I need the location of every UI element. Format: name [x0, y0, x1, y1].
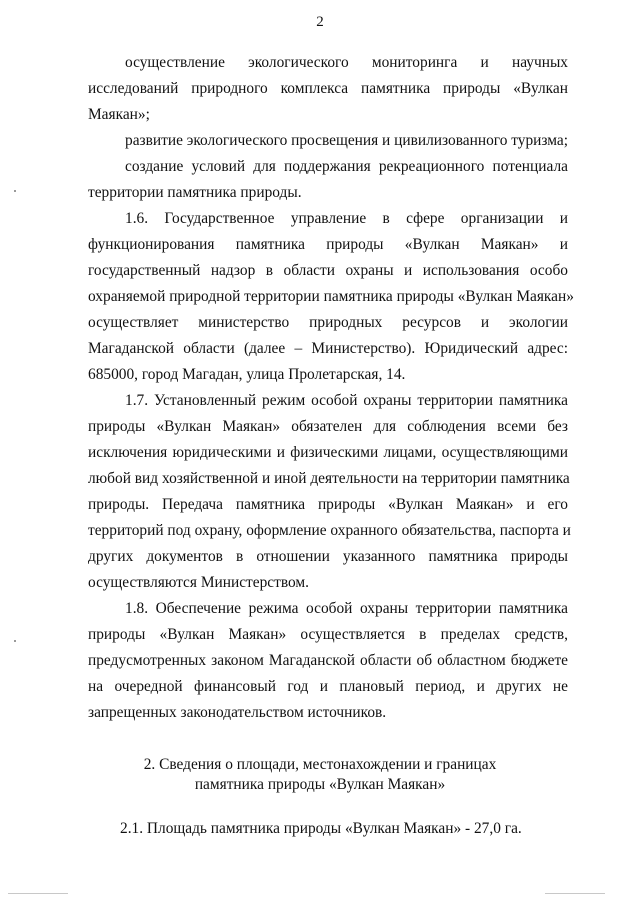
paragraph-line: запрещенных законодательством источников. — [88, 704, 387, 721]
paragraph-line: предусмотренных законом Магаданской области об областном бюджете — [88, 652, 568, 669]
paragraph-line: создание условий для поддержания рекреационного потенциала — [125, 158, 568, 175]
paragraph-line: исследований природного комплекса памятника природы «Вулкан — [88, 80, 568, 97]
paragraph-line: 1.8. Обеспечение режима особой охраны территории памятника — [125, 600, 568, 617]
section-heading: 2. Сведения о площади, местонахождении и границах — [143, 756, 497, 773]
section-heading: памятника природы «Вулкан Маякан» — [194, 776, 446, 793]
paragraph-line: других документов в отношении указанного памятника природы — [88, 548, 568, 565]
paragraph-line: природы «Вулкан Маякан» обязателен для соблюдения всеми без — [88, 418, 568, 435]
paragraph-line: государственный надзор в области охраны и использования особо — [88, 262, 568, 279]
paragraph-line: 1.6. Государственное управление в сфере организации и — [125, 210, 568, 227]
paragraph-line: Маякан»; — [88, 106, 150, 123]
paragraph-line: 1.7. Установленный режим особой охраны территории памятника — [125, 392, 568, 409]
scan-speck — [8, 893, 68, 894]
paragraph-line: территорий под охрану, оформление охранного обязательства, паспорта и — [88, 522, 571, 539]
paragraph-line: охраняемой природной территории памятника природы «Вулкан Маякан» — [88, 288, 574, 305]
section-item: 2.1. Площадь памятника природы «Вулкан Маякан» - 27,0 га. — [120, 820, 522, 837]
paragraph-line: природы. Передача памятника природы «Вулкан Маякан» и его — [88, 496, 568, 513]
paragraph-line: на очередной финансовый год и плановый период, и других не — [88, 678, 568, 695]
paragraph-line: Магаданской области (далее – Министерство). Юридический адрес: — [88, 340, 568, 357]
scan-speck — [14, 190, 16, 192]
paragraph-line: осуществление экологического мониторинга и научных — [125, 54, 568, 71]
paragraph-line: развитие экологического просвещения и цивилизованного туризма; — [125, 132, 568, 149]
page-number: 2 — [316, 14, 324, 30]
scan-speck — [545, 893, 605, 894]
scan-speck — [14, 640, 16, 642]
paragraph-line: исключения юридическими и физическими лицами, осуществляющими — [88, 444, 568, 461]
paragraph-line: природы «Вулкан Маякан» осуществляется в пределах средств, — [88, 626, 568, 643]
paragraph-line: 685000, город Магадан, улица Пролетарская, 14. — [88, 366, 406, 383]
paragraph-line: функционирования памятника природы «Вулкан Маякан» и — [88, 236, 568, 253]
paragraph-line: территории памятника природы. — [88, 184, 302, 201]
paragraph-line: осуществляет министерство природных ресурсов и экологии — [88, 314, 568, 331]
paragraph-line: любой вид хозяйственной и иной деятельности на территории памятника — [88, 470, 570, 487]
paragraph-line: осуществляются Министерством. — [88, 574, 309, 591]
